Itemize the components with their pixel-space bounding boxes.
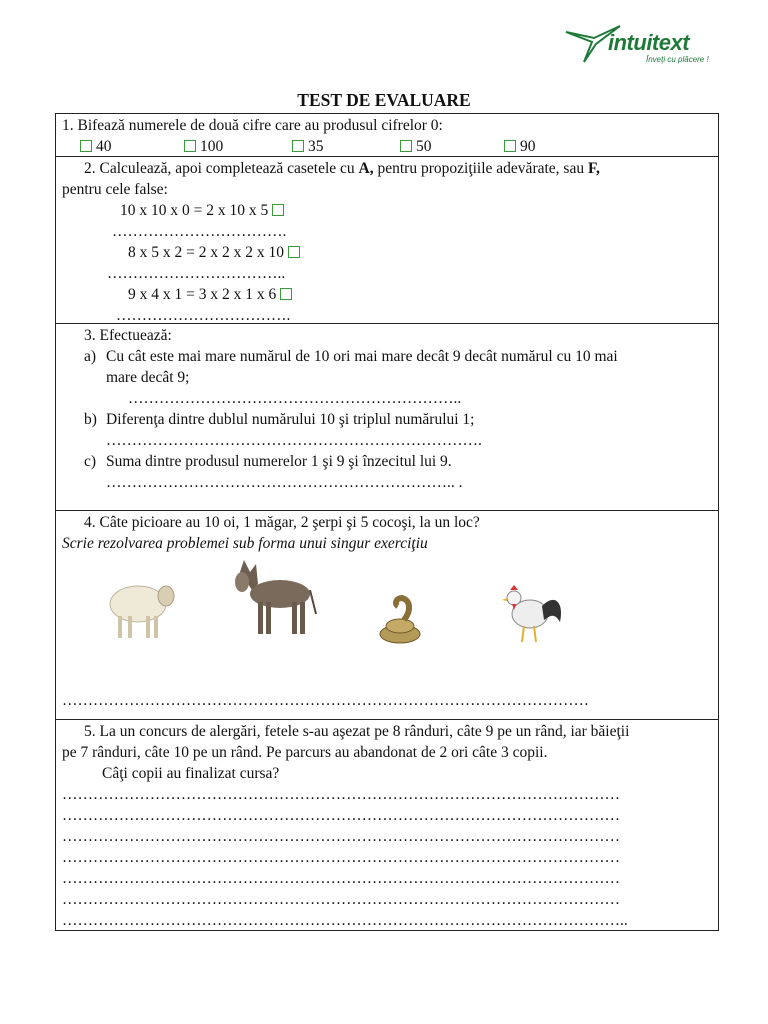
answer-box-3[interactable] xyxy=(280,288,292,300)
question-5 xyxy=(56,719,718,930)
q3-b-answer-line[interactable]: ………………………………………………………………. xyxy=(106,432,482,449)
test-sheet xyxy=(55,113,719,931)
snake-icon xyxy=(376,592,426,647)
logo-brand: intuitext xyxy=(608,30,690,55)
q2-intro-2: pentru cele false: xyxy=(62,181,168,198)
rooster-icon xyxy=(498,582,568,647)
q5-answer-line[interactable]: ……………………………………………………………………………………………… xyxy=(62,870,620,887)
q1-option-90[interactable]: 90 xyxy=(504,136,536,157)
logo-tagline: Înveţi cu plăcere ! xyxy=(646,55,709,64)
q2-equation-3: 9 x 4 x 1 = 3 x 2 x 1 x 6 xyxy=(62,284,712,305)
q5-answer-line[interactable]: ……………………………………………………………………………………………….. xyxy=(62,912,628,929)
q5-answer-line[interactable]: ……………………………………………………………………………………………… xyxy=(62,849,620,866)
q1-options xyxy=(62,136,712,156)
q1-option-100[interactable]: 100 xyxy=(184,136,223,157)
q2-answer-line-1[interactable]: ……………………………. xyxy=(112,223,287,240)
q5-answer-line[interactable]: ……………………………………………………………………………………………… xyxy=(62,891,620,908)
q3-item-c: c) Suma dintre produsul numerelor 1 şi 9 şi înzecitul lui 9. ………………………………………………………….. . xyxy=(62,451,712,493)
q5-line-1: 5. La un concurs de alergări, fetele s-au aşezat pe 8 rânduri, câte 9 pe un rând, iar băieţii xyxy=(84,723,630,740)
checkbox-icon xyxy=(504,140,516,152)
intuitext-logo xyxy=(562,22,722,72)
q5-line-2: pe 7 rânduri, câte 10 pe un rând. Pe parcurs au abandonat de 2 ori câte 3 copii. xyxy=(62,744,548,761)
q5-answer-line[interactable]: ……………………………………………………………………………………………… xyxy=(62,786,620,803)
q2-answer-line-2[interactable]: …………………………….. xyxy=(107,265,286,282)
q4-answer-line[interactable]: ………………………………………………………………………………………… xyxy=(62,692,589,709)
q1-option-50[interactable]: 50 xyxy=(400,136,432,157)
q3-item-a: a) Cu cât este mai mare numărul de 10 ori mai mare decât 9 decât numărul cu 10 mai mare decât 9; ……………………………………………………….. xyxy=(62,346,712,409)
page-title: TEST DE EVALUARE xyxy=(297,90,471,110)
q5-answer-line[interactable]: ……………………………………………………………………………………………… xyxy=(62,807,620,824)
q2-answer-line-3[interactable]: ……………………………. xyxy=(116,307,291,324)
question-2 xyxy=(56,156,718,323)
animals-illustration xyxy=(62,554,712,664)
q4-text: 4. Câte picioare au 10 oi, 1 măgar, 2 şerpi şi 5 cocoşi, la un loc? xyxy=(84,514,480,531)
question-3 xyxy=(56,323,718,510)
question-4 xyxy=(56,510,718,719)
checkbox-icon xyxy=(400,140,412,152)
q2-equation-2: 8 x 5 x 2 = 2 x 2 x 2 x 10 xyxy=(62,242,712,263)
q1-option-40[interactable]: 40 xyxy=(80,136,112,157)
checkbox-icon xyxy=(292,140,304,152)
sheep-icon xyxy=(104,574,179,644)
q3-c-answer-line[interactable]: ………………………………………………………….. . xyxy=(106,474,463,491)
answer-box-2[interactable] xyxy=(288,246,300,258)
q1-option-35[interactable]: 35 xyxy=(292,136,324,157)
q1-text: 1. Bifează numerele de două cifre care au produsul cifrelor 0: xyxy=(62,117,443,134)
q2-equation-1: 10 x 10 x 0 = 2 x 10 x 5 xyxy=(62,200,712,221)
q3-a-answer-line[interactable]: ……………………………………………………….. xyxy=(128,390,462,407)
q5-question: Câţi copii au finalizat cursa? xyxy=(102,765,280,782)
donkey-icon xyxy=(230,554,320,639)
checkbox-icon xyxy=(80,140,92,152)
answer-box-1[interactable] xyxy=(272,204,284,216)
q5-answer-line[interactable]: ……………………………………………………………………………………………… xyxy=(62,828,620,845)
q4-instruction: Scrie rezolvarea problemei sub forma unui singur exerciţiu xyxy=(62,535,428,552)
q2-intro: 2. Calculează, apoi completează casetele cu A, pentru propoziţiile adevărate, sau F, xyxy=(84,160,600,177)
question-1 xyxy=(56,114,718,156)
checkbox-icon xyxy=(184,140,196,152)
q3-heading: 3. Efectuează: xyxy=(84,327,172,344)
q3-item-b: b) Diferenţa dintre dublul numărului 10 şi triplul numărului 1; ………………………………………………………………. xyxy=(62,409,712,451)
